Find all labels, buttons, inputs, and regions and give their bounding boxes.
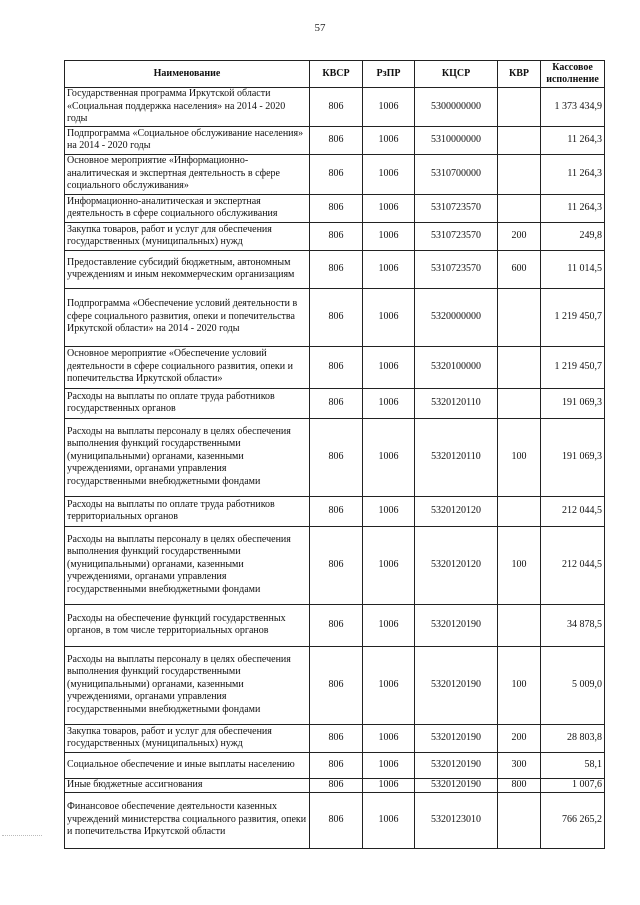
row-kvsr: 806	[310, 346, 363, 388]
row-kvsr: 806	[310, 778, 363, 792]
row-amount: 191 069,3	[541, 388, 605, 418]
row-rzpr: 1006	[363, 778, 415, 792]
row-rzpr: 1006	[363, 724, 415, 752]
row-rzpr: 1006	[363, 388, 415, 418]
row-amount: 58,1	[541, 752, 605, 778]
row-kvr: 300	[498, 752, 541, 778]
row-name: Расходы на обеспечение функций государственных органов, в том числе территориальных органов	[65, 604, 310, 646]
row-rzpr: 1006	[363, 646, 415, 724]
row-kvsr: 806	[310, 526, 363, 604]
row-kvr: 200	[498, 222, 541, 250]
row-amount: 34 878,5	[541, 604, 605, 646]
row-kvr	[498, 126, 541, 154]
table-row	[65, 194, 605, 222]
row-rzpr: 1006	[363, 288, 415, 346]
table-row	[65, 752, 605, 778]
table-row	[65, 346, 605, 388]
row-amount: 766 265,2	[541, 792, 605, 848]
row-kvsr: 806	[310, 154, 363, 194]
row-name: Иные бюджетные ассигнования	[65, 778, 310, 792]
table-row	[65, 724, 605, 752]
row-kvr: 100	[498, 418, 541, 496]
row-kvr	[498, 288, 541, 346]
row-kvsr: 806	[310, 604, 363, 646]
row-rzpr: 1006	[363, 526, 415, 604]
row-rzpr: 1006	[363, 604, 415, 646]
row-kvsr: 806	[310, 496, 363, 526]
row-kvr: 100	[498, 526, 541, 604]
table-row	[65, 792, 605, 848]
table-row	[65, 526, 605, 604]
row-kvsr: 806	[310, 222, 363, 250]
row-amount: 5 009,0	[541, 646, 605, 724]
row-kvr	[498, 604, 541, 646]
row-name: Закупка товаров, работ и услуг для обеспечения государственных (муниципальных) нужд	[65, 724, 310, 752]
row-name: Социальное обеспечение и иные выплаты населению	[65, 752, 310, 778]
table-row	[65, 418, 605, 496]
scan-margin-mark	[2, 835, 42, 837]
row-kvsr: 806	[310, 250, 363, 288]
row-kvr	[498, 346, 541, 388]
row-kvr	[498, 792, 541, 848]
row-kvr	[498, 194, 541, 222]
row-name: Предоставление субсидий бюджетным, автономным учреждениям и иным некоммерческим организациям	[65, 250, 310, 288]
row-amount: 212 044,5	[541, 526, 605, 604]
row-rzpr: 1006	[363, 126, 415, 154]
table-header-row	[65, 61, 605, 88]
header-rzpr: РзПР	[363, 61, 415, 88]
row-rzpr: 1006	[363, 752, 415, 778]
row-name: Расходы на выплаты по оплате труда работников территориальных органов	[65, 496, 310, 526]
row-name: Расходы на выплаты по оплате труда работников государственных органов	[65, 388, 310, 418]
table-row	[65, 222, 605, 250]
row-amount: 191 069,3	[541, 418, 605, 496]
row-kvsr: 806	[310, 388, 363, 418]
row-kvsr: 806	[310, 288, 363, 346]
row-amount: 11 014,5	[541, 250, 605, 288]
row-kvsr: 806	[310, 194, 363, 222]
row-name: Государственная программа Иркутской области «Социальная поддержка населения» на 2014 - 2020 годы	[65, 88, 310, 127]
row-rzpr: 1006	[363, 154, 415, 194]
row-name: Расходы на выплаты персоналу в целях обеспечения выполнения функций государственными (муниципальными) органами, казенными учреждениями, органами управления государственными внебюджетными фондами	[65, 526, 310, 604]
row-kvr: 200	[498, 724, 541, 752]
row-kcsr: 5310723570	[415, 250, 498, 288]
row-kvsr: 806	[310, 88, 363, 127]
row-kvsr: 806	[310, 752, 363, 778]
table-row	[65, 646, 605, 724]
row-amount: 11 264,3	[541, 194, 605, 222]
row-kvsr: 806	[310, 646, 363, 724]
row-amount: 1 219 450,7	[541, 288, 605, 346]
row-amount: 11 264,3	[541, 126, 605, 154]
row-kcsr: 5320120190	[415, 778, 498, 792]
table-row	[65, 604, 605, 646]
row-name: Расходы на выплаты персоналу в целях обеспечения выполнения функций государственными (муниципальными) органами, казенными учреждениями, органами управления государственными внебюджетными фондами	[65, 418, 310, 496]
table-row	[65, 778, 605, 792]
row-name: Основное мероприятие «Обеспечение условий деятельности в сфере социального развития, опеки и попечительства Иркутской области»	[65, 346, 310, 388]
table-row	[65, 388, 605, 418]
header-kcsr: КЦСР	[415, 61, 498, 88]
table-row	[65, 288, 605, 346]
row-amount: 1 219 450,7	[541, 346, 605, 388]
row-kcsr: 5320000000	[415, 288, 498, 346]
table-row	[65, 154, 605, 194]
row-kvr	[498, 388, 541, 418]
row-name: Подпрограмма «Социальное обслуживание населения» на 2014 - 2020 годы	[65, 126, 310, 154]
row-rzpr: 1006	[363, 222, 415, 250]
row-rzpr: 1006	[363, 88, 415, 127]
row-rzpr: 1006	[363, 194, 415, 222]
row-kcsr: 5320120120	[415, 526, 498, 604]
row-kvr: 800	[498, 778, 541, 792]
row-kcsr: 5310723570	[415, 222, 498, 250]
row-rzpr: 1006	[363, 250, 415, 288]
row-amount: 1 007,6	[541, 778, 605, 792]
row-amount: 28 803,8	[541, 724, 605, 752]
row-kvsr: 806	[310, 724, 363, 752]
row-kcsr: 5310723570	[415, 194, 498, 222]
row-name: Закупка товаров, работ и услуг для обеспечения государственных (муниципальных) нужд	[65, 222, 310, 250]
row-rzpr: 1006	[363, 496, 415, 526]
budget-execution-table	[64, 60, 605, 849]
row-kcsr: 5310700000	[415, 154, 498, 194]
row-kcsr: 5320123010	[415, 792, 498, 848]
row-kcsr: 5320120120	[415, 496, 498, 526]
header-kvr: КВР	[498, 61, 541, 88]
row-name: Расходы на выплаты персоналу в целях обеспечения выполнения функций государственными (муниципальными) органами, казенными учреждениями, органами управления государственными внебюджетными фондами	[65, 646, 310, 724]
row-kvsr: 806	[310, 418, 363, 496]
header-name: Наименование	[65, 61, 310, 88]
row-amount: 249,8	[541, 222, 605, 250]
row-rzpr: 1006	[363, 418, 415, 496]
row-kcsr: 5300000000	[415, 88, 498, 127]
header-kvsr: КВСР	[310, 61, 363, 88]
row-kcsr: 5320120190	[415, 724, 498, 752]
table-row	[65, 126, 605, 154]
row-kcsr: 5310000000	[415, 126, 498, 154]
row-amount: 11 264,3	[541, 154, 605, 194]
row-amount: 1 373 434,9	[541, 88, 605, 127]
row-rzpr: 1006	[363, 792, 415, 848]
row-kvr	[498, 496, 541, 526]
row-name: Подпрограмма «Обеспечение условий деятельности в сфере социального развития, опеки и попечительства Иркутской области» на 2014 - 2020 годы	[65, 288, 310, 346]
row-kcsr: 5320120110	[415, 418, 498, 496]
page-number: 57	[314, 22, 326, 34]
row-kvr	[498, 154, 541, 194]
row-kvr	[498, 88, 541, 127]
table-row	[65, 250, 605, 288]
row-kcsr: 5320100000	[415, 346, 498, 388]
row-name: Финансовое обеспечение деятельности казенных учреждений министерства социального развития, опеки и попечительства Иркутской области	[65, 792, 310, 848]
row-kcsr: 5320120190	[415, 646, 498, 724]
row-kvr: 100	[498, 646, 541, 724]
row-kvsr: 806	[310, 126, 363, 154]
table-row	[65, 88, 605, 127]
header-amount: Кассовое исполнение	[541, 61, 605, 88]
row-kcsr: 5320120190	[415, 752, 498, 778]
row-name: Основное мероприятие «Информационно-аналитическая и экспертная деятельность в сфере социального обслуживания»	[65, 154, 310, 194]
row-kvr: 600	[498, 250, 541, 288]
row-kvsr: 806	[310, 792, 363, 848]
row-name: Информационно-аналитическая и экспертная деятельность в сфере социального обслуживания	[65, 194, 310, 222]
row-rzpr: 1006	[363, 346, 415, 388]
row-kcsr: 5320120190	[415, 604, 498, 646]
table-row	[65, 496, 605, 526]
row-amount: 212 044,5	[541, 496, 605, 526]
row-kcsr: 5320120110	[415, 388, 498, 418]
